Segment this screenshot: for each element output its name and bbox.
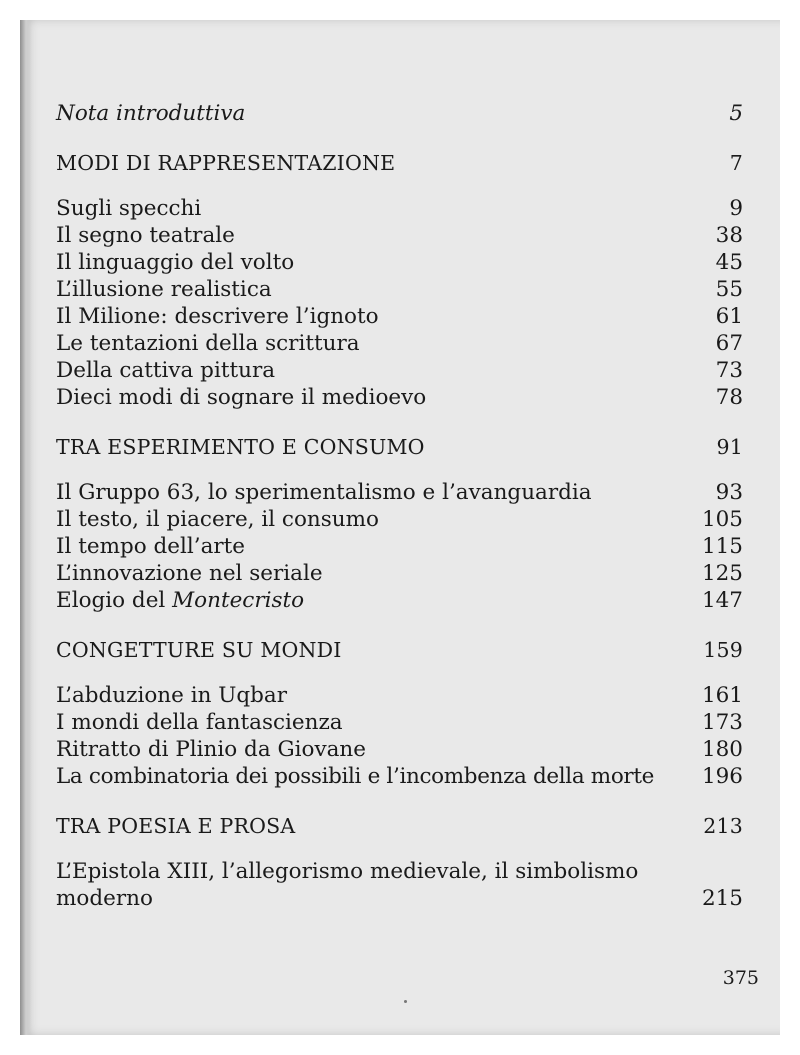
toc-entry-title: Il segno teatrale	[56, 223, 235, 248]
toc-entry-title: Il Milione: descrivere l’ignoto	[56, 304, 379, 329]
section-page: 7	[729, 151, 743, 175]
toc-entry	[56, 560, 743, 587]
toc-section-heading	[56, 150, 743, 177]
toc-entry-page: 45	[715, 250, 743, 275]
toc-entry	[56, 587, 743, 614]
section-entries	[56, 858, 743, 912]
toc-entry	[56, 195, 743, 222]
toc-entry-page: 215	[701, 886, 743, 911]
toc-entry	[56, 249, 743, 276]
toc-section-heading	[56, 813, 743, 840]
toc-entry-title: La combinatoria dei possibili e l’incombenza della morte	[56, 764, 655, 789]
toc-entry	[56, 763, 743, 790]
toc-entry-page: 125	[701, 561, 743, 586]
section-title: MODI DI RAPPRESENTAZIONE	[56, 151, 396, 175]
toc-entry-title: L’innovazione nel seriale	[56, 561, 323, 586]
toc-entry-title: Nota introduttiva	[56, 101, 246, 126]
toc-entry-page: 38	[715, 223, 743, 248]
toc-entry	[56, 330, 743, 357]
page-number: 375	[722, 967, 759, 989]
toc-intro-row	[56, 100, 743, 127]
toc-entry-title: Della cattiva pittura	[56, 358, 276, 383]
toc-entry-page: 55	[715, 277, 743, 302]
section-page: 159	[703, 638, 743, 662]
toc-entry-title: L’Epistola XIII, l’allegorismo medievale, il simbolismo moderno	[56, 859, 639, 911]
toc-entry-title: Le tentazioni della scrittura	[56, 331, 360, 356]
section-entries	[56, 195, 743, 411]
toc-entry-page: 180	[701, 737, 743, 762]
toc-entry	[56, 533, 743, 560]
page-gutter-shadow	[20, 20, 32, 1035]
toc-entry-title: Sugli specchi	[56, 196, 202, 221]
toc-entry-title	[56, 587, 304, 614]
toc-entry-title: L’illusione realistica	[56, 277, 272, 302]
toc-entry	[56, 222, 743, 249]
toc-entry	[56, 736, 743, 763]
toc-entry-page: 115	[701, 534, 743, 559]
toc-entry-page: 78	[715, 385, 743, 410]
toc-entry	[56, 682, 743, 709]
toc-entry	[56, 506, 743, 533]
table-of-contents	[56, 100, 743, 912]
toc-section-heading	[56, 637, 743, 664]
toc-entry-title: Dieci modi di sognare il medioevo	[56, 385, 427, 410]
toc-entry-page: 105	[701, 507, 743, 532]
toc-entry-page: 147	[701, 588, 743, 613]
section-title: TRA ESPERIMENTO E CONSUMO	[56, 435, 425, 459]
toc-entry-page: 67	[715, 331, 743, 356]
toc-section-heading	[56, 434, 743, 461]
toc-entry-title: Il testo, il piacere, il consumo	[56, 507, 379, 532]
toc-entry-title: Il linguaggio del volto	[56, 250, 295, 275]
toc-entry-page: 61	[715, 304, 743, 329]
toc-entry	[56, 858, 743, 912]
toc-entry	[56, 709, 743, 736]
section-entries	[56, 479, 743, 614]
toc-entry-title: Il Gruppo 63, lo sperimentalismo e l’avanguardia	[56, 480, 592, 505]
section-entries	[56, 682, 743, 790]
toc-entry	[56, 303, 743, 330]
toc-entry-page: 93	[715, 480, 743, 505]
toc-entry-page: 161	[701, 683, 743, 708]
section-title: CONGETTURE SU MONDI	[56, 638, 342, 662]
section-title: TRA POESIA E PROSA	[56, 814, 296, 838]
toc-entry-title: Ritratto di Plinio da Giovane	[56, 737, 366, 762]
toc-entry-title: Il tempo dell’arte	[56, 534, 246, 559]
toc-entry-title-italic: Montecristo	[172, 588, 305, 613]
toc-entry-title: I mondi della fantascienza	[56, 710, 343, 735]
section-page: 213	[703, 814, 743, 838]
toc-entry-page: 9	[729, 196, 743, 221]
toc-entry	[56, 384, 743, 411]
section-page: 91	[716, 435, 743, 459]
toc-entry-page: 73	[715, 358, 743, 383]
ink-speck	[404, 1000, 407, 1003]
toc-entry-page: 173	[701, 710, 743, 735]
toc-entry-page: 5	[729, 101, 743, 126]
toc-entry-title-prefix: Elogio del	[56, 588, 173, 613]
toc-entry	[56, 479, 743, 506]
toc-entry	[56, 357, 743, 384]
toc-entry	[56, 276, 743, 303]
toc-entry-title: L’abduzione in Uqbar	[56, 683, 287, 708]
toc-entry-page: 196	[701, 764, 743, 789]
